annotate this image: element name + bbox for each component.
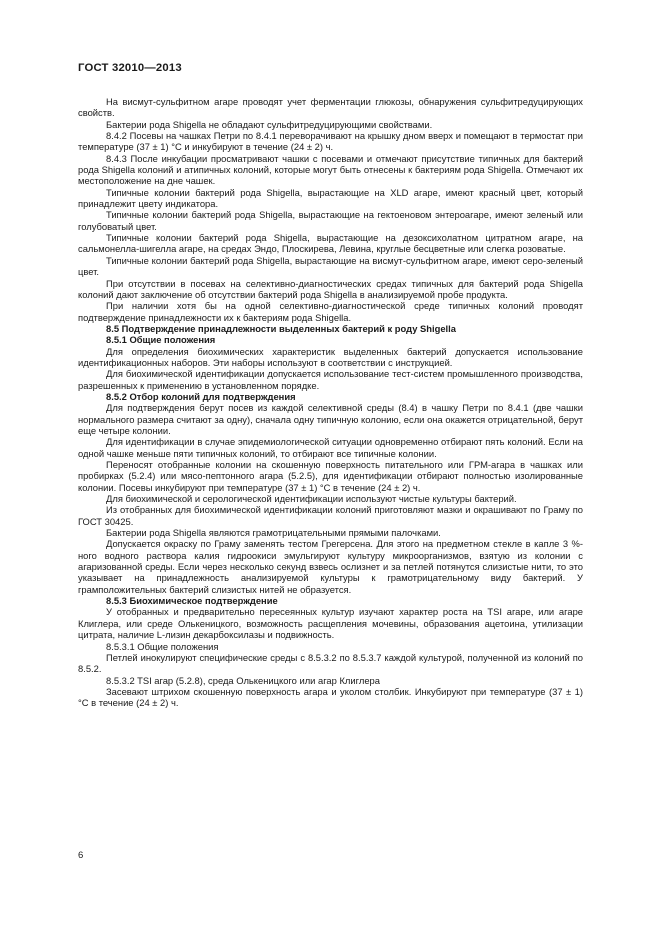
paragraph: Для подтверждения берут посев из каждой селективной среды (8.4) в чашку Петри по 8.4.1 (две чашки нормального размера считают за одну), сначала одну типичную колонию, если она окажется отрицательной, берут еще четыре колонии.: [78, 402, 583, 436]
paragraph: 8.5.3.2 TSI агар (5.2.8), среда Олькеницкого или агар Клиглера: [106, 674, 380, 686]
document-body: [78, 96, 583, 709]
paragraph: При отсутствии в посевах на селективно-диагностических средах типичных для бактерий рода Shigella колоний дают заключение об отсутствии бактерий рода Shigella в анализируемой пробе продукта.: [78, 277, 583, 300]
paragraph: Допускается окраску по Граму заменять тестом Грегерсена. Для этого на предметном стекле в капле 3 %-ного водного раствора калия гидроокиси эмульгируют культуру микроорганизмов, взятую из колонии с агаризованной среды. Если через несколько секунд взвесь ослизнет и за петлей потянутся слизистые нити, то это указывает на принадлежность анализируемой культуры к грамотрицательному виду бактерий. У грамположительных бактерий слизистых нитей не образуется.: [78, 538, 583, 595]
section-heading: 8.5 Подтверждение принадлежности выделенных бактерий к роду Shigella: [106, 322, 456, 334]
page-number: 6: [78, 850, 84, 861]
paragraph: 8.4.2 Посевы на чашках Петри по 8.4.1 переворачивают на крышку дном вверх и помещают в термостат при температуре (37 ± 1) °С и инкубируют в течение (24 ± 2) ч.: [78, 130, 583, 153]
paragraph: При наличии хотя бы на одной селективно-диагностической среде типичных колоний проводят подтверждение принадлежности их к бактериям рода Shigella.: [78, 300, 583, 323]
paragraph: У отобранных и предварительно пересеянных культур изучают характер роста на TSI агаре, или агаре Клиглера, или среде Олькеницкого, возможность расщепления мочевины, образования ацетоина, утилизации цитрата, наличие L-лизин декарбоксилазы и подвижность.: [78, 606, 583, 641]
paragraph: Для определения биохимических характеристик выделенных бактерий допускается использование идентификационных наборов. Эти наборы используют в соответствии с инструкцией.: [78, 345, 583, 368]
paragraph: Для биохимической идентификации допускается использование тест-систем промышленного производства, разрешенных к применению в установленном порядке.: [78, 368, 583, 391]
standard-header: ГОСТ 32010—2013: [78, 62, 182, 74]
paragraph: 8.4.3 После инкубации просматривают чашки с посевами и отмечают присутствие типичных для бактерий рода Shigella колоний и атипичных колоний, которые могут быть отнесены к бактериям рода Shigella. Отмечают их местоположение на дне чашек.: [78, 152, 583, 187]
paragraph: Засевают штрихом скошенную поверхность агара и уколом столбик. Инкубируют при температуре (37 ± 1) °С в течение (24 ± 2) ч.: [78, 685, 583, 709]
section-heading: 8.5.2 Отбор колоний для подтверждения: [106, 390, 296, 402]
paragraph: Петлей инокулируют специфические среды с 8.5.3.2 по 8.5.3.7 каждой культурой, полученной из колоний по 8.5.2.: [78, 651, 583, 675]
paragraph: Переносят отобранные колонии на скошенную поверхность питательного или ГРМ-агара в чашках или пробирках (5.2.4) или мясо-пептонного агара (5.2.5), для идентификации отбирают полностью изолированные колонии. Посевы инкубируют при температуре (37 ± 1) °С в течение (24 ± 2) ч.: [78, 459, 583, 493]
paragraph: На висмут-сульфитном агаре проводят учет ферментации глюкозы, обнаружения сульфитредуцирующих свойств.: [78, 96, 583, 119]
paragraph: Типичные колонии бактерий рода Shigella, вырастающие на гектоеновом энтероагаре, имеют зеленый или голубоватый цвет.: [78, 209, 583, 232]
section-heading: 8.5.3 Биохимическое подтверждение: [106, 595, 278, 607]
paragraph: Бактерии рода Shigella не обладают сульфитредуцирующими свойствами.: [106, 118, 433, 130]
paragraph: Типичные колонии бактерий рода Shigella, вырастающие на XLD агаре, имеют красный цвет, который принадлежит цвету индикатора.: [78, 186, 583, 210]
paragraph: 8.5.3.1 Общие положения: [106, 640, 219, 652]
paragraph: Бактерии рода Shigella являются грамотрицательными прямыми палочками.: [106, 527, 441, 539]
paragraph: Типичные колонии бактерий рода Shigella, вырастающие на висмут-сульфитном агаре, имеют серо-зеленый цвет.: [78, 254, 583, 278]
paragraph: Из отобранных для биохимической идентификации колоний приготовляют мазки и окрашивают по Граму по ГОСТ 30425.: [78, 504, 583, 527]
paragraph: Для идентификации в случае эпидемиологической ситуации одновременно отбирают пять колоний. Если на одной чашке меньше пяти типичных колоний, то отбирают все типичные колонии.: [78, 436, 583, 459]
paragraph: Для биохимической и серологической идентификации используют чистые культуры бактерий.: [106, 493, 517, 505]
section-heading: 8.5.1 Общие положения: [106, 334, 216, 346]
paragraph: Типичные колонии бактерий рода Shigella, вырастающие на дезоксихолатном цитратном агаре, на сальмонелла-шигелла агаре, на средах Эндо, Плоскирева, Левина, круглые бесцветные или слегка розоватые.: [78, 232, 583, 255]
